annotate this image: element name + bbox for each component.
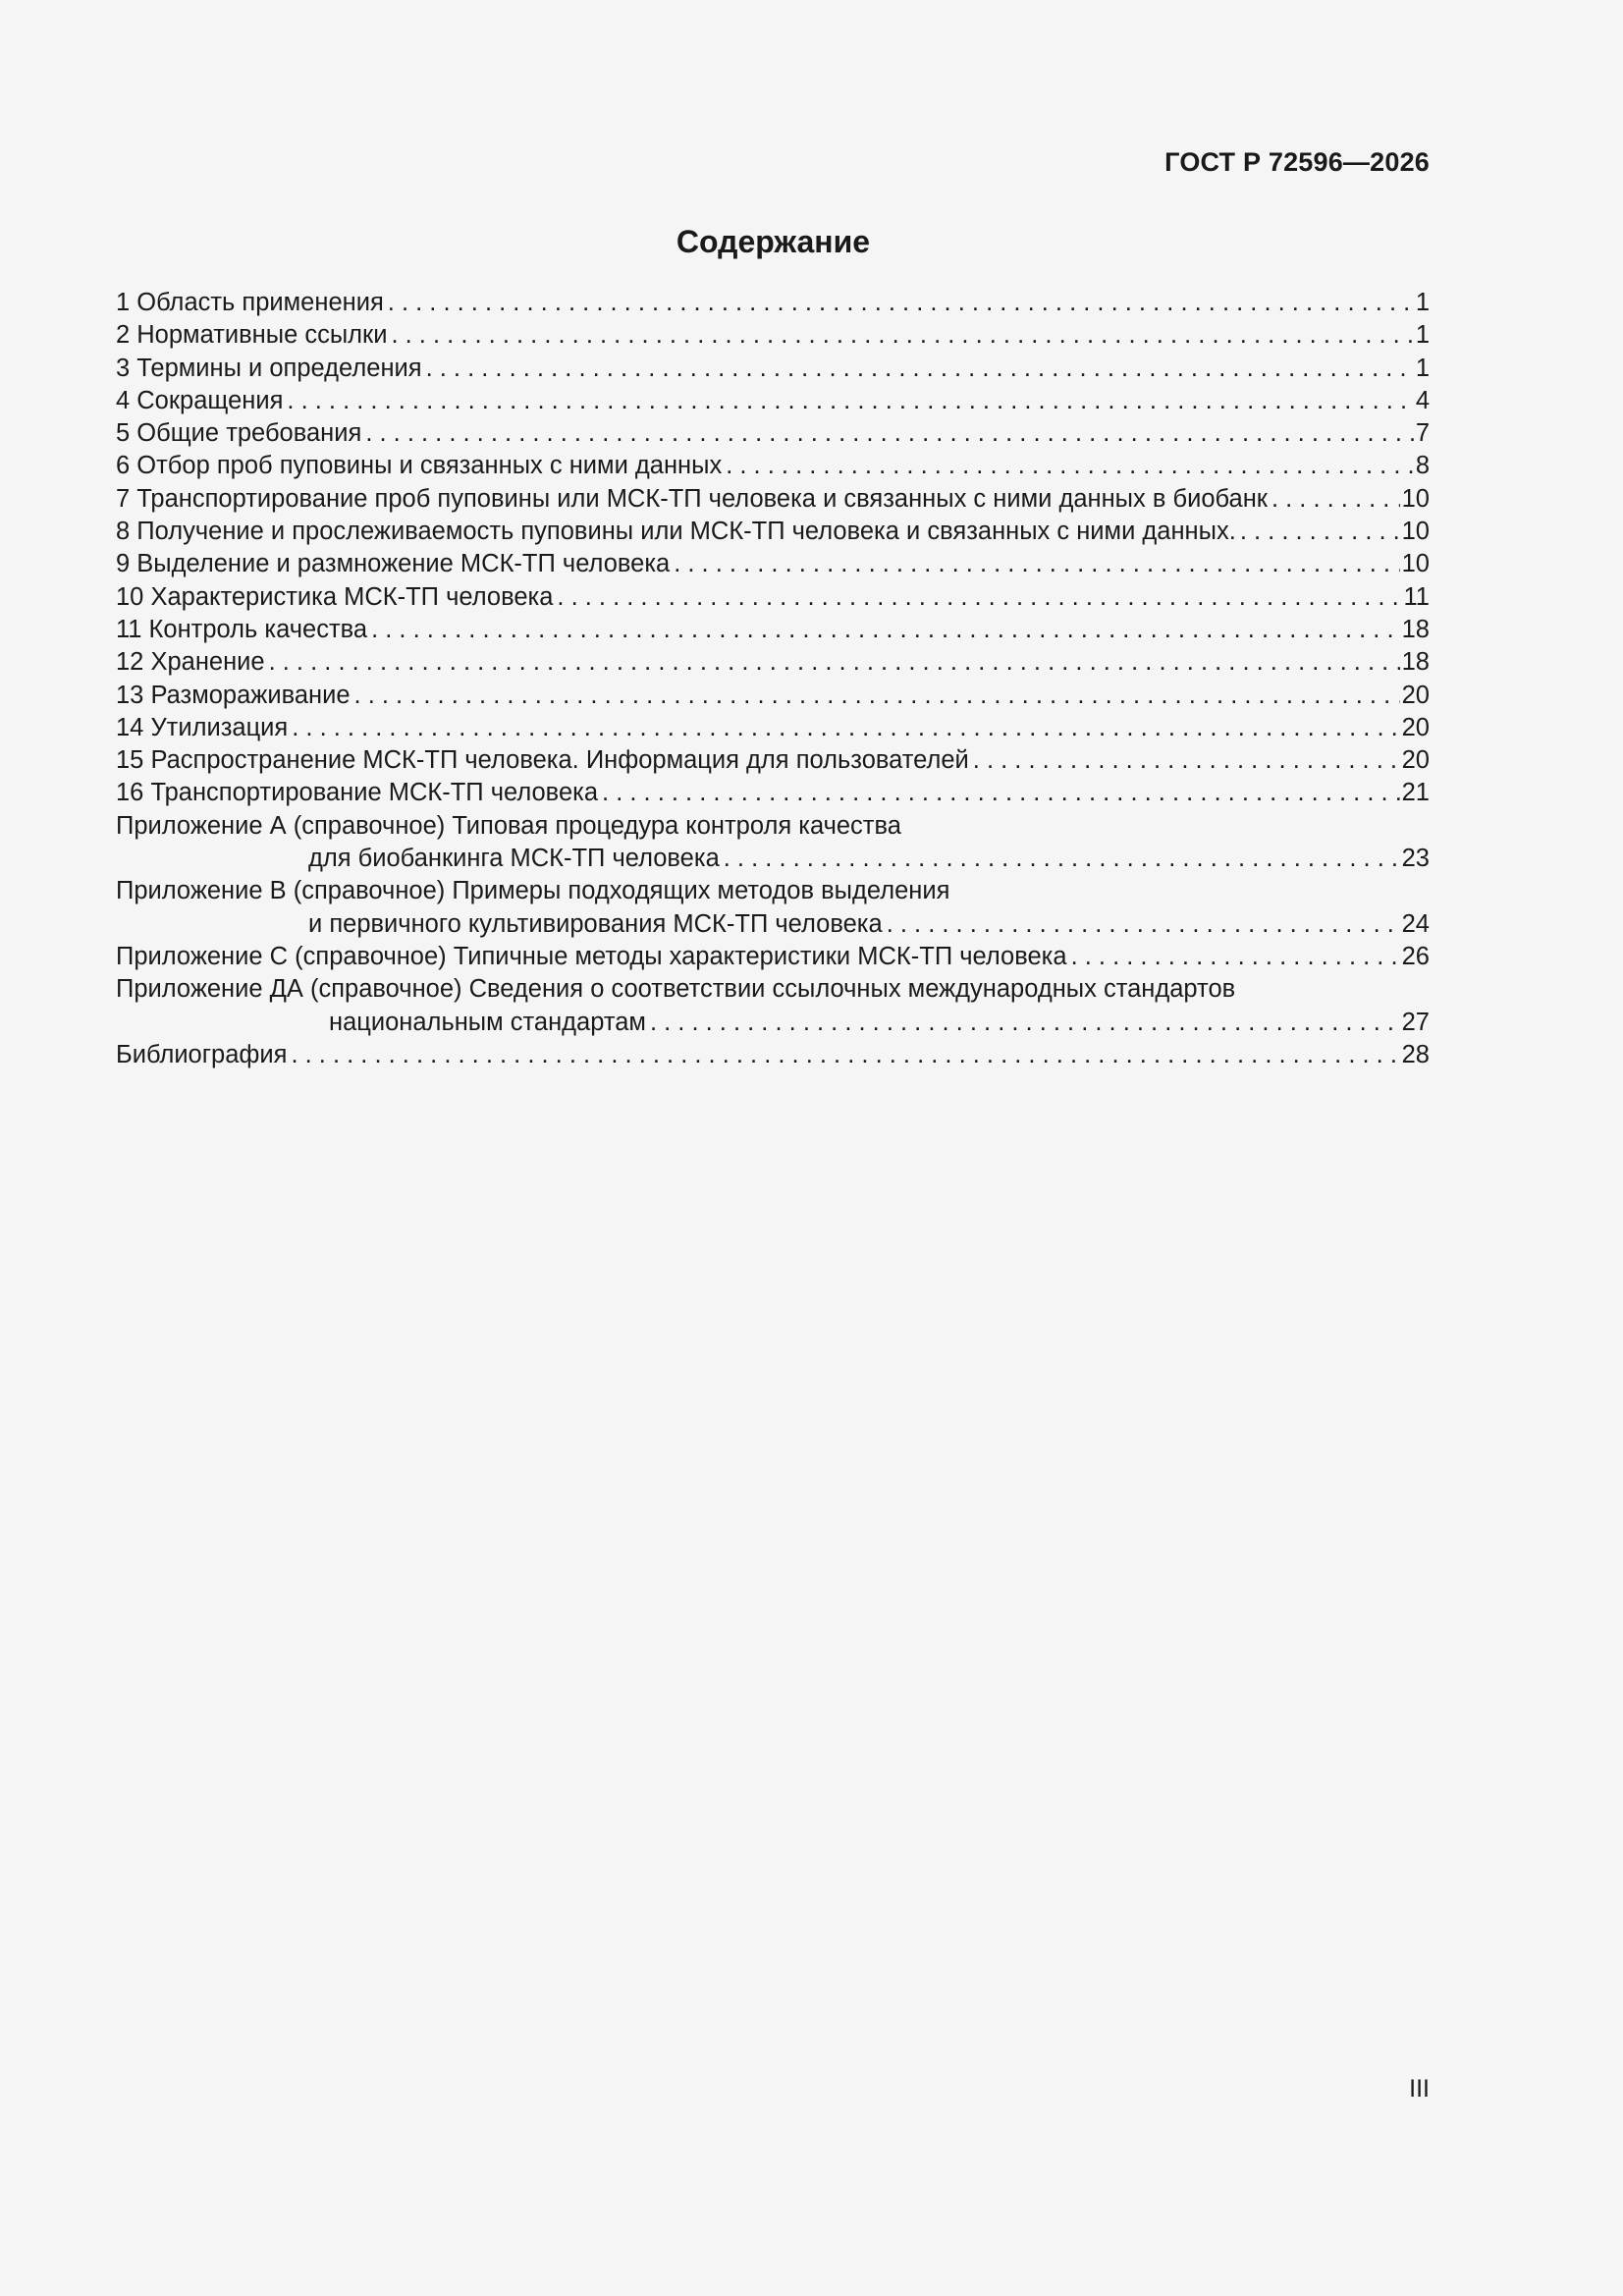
toc-entry[interactable] — [116, 646, 1430, 679]
toc-leader — [646, 1007, 1400, 1039]
toc-leader — [384, 287, 1414, 319]
toc-entry-page: 1 — [1415, 321, 1430, 350]
toc-entry-text: Приложение С (справочное) Типичные методы характеристики МСК-ТП человека — [116, 942, 1067, 970]
toc-entry-text: 11 Контроль качества — [116, 615, 368, 643]
toc-annex-da-heading[interactable] — [116, 973, 1430, 1006]
toc-entry[interactable] — [116, 287, 1430, 319]
toc-entry[interactable] — [116, 483, 1430, 516]
toc-leader — [1236, 516, 1400, 548]
toc-entry[interactable] — [116, 516, 1430, 548]
toc-leader — [387, 319, 1413, 352]
toc-entry[interactable] — [116, 385, 1430, 417]
page-number: III — [1409, 2075, 1430, 2103]
toc-entry-page: 10 — [1401, 484, 1430, 513]
toc-annex-da-continuation[interactable] — [116, 1007, 1430, 1039]
toc-entry-page: 21 — [1401, 779, 1430, 807]
toc-leader — [287, 1039, 1399, 1071]
toc-leader — [722, 450, 1414, 482]
toc-entry-text: 15 Распространение МСК-ТП человека. Информация для пользователей — [116, 746, 969, 775]
toc-entry-page: 4 — [1415, 386, 1430, 414]
table-of-contents — [116, 287, 1430, 1071]
toc-entry-page: 1 — [1415, 354, 1430, 382]
toc-leader — [351, 680, 1400, 712]
toc-entry-page: 24 — [1401, 909, 1430, 938]
toc-entry[interactable] — [116, 777, 1430, 809]
toc-entry-text: 13 Размораживание — [116, 681, 351, 709]
toc-entry[interactable] — [116, 581, 1430, 614]
toc-entry[interactable] — [116, 548, 1430, 580]
toc-leader — [720, 843, 1400, 875]
toc-annex-a-continuation[interactable] — [116, 843, 1430, 875]
toc-leader — [422, 353, 1414, 385]
toc-entry-page: 11 — [1403, 582, 1430, 611]
toc-entry-page: 1 — [1415, 289, 1430, 316]
toc-leader — [265, 646, 1400, 679]
toc-entry[interactable] — [116, 614, 1430, 646]
toc-entry-text: национальным стандартам — [329, 1008, 646, 1036]
toc-leader — [598, 777, 1400, 809]
toc-entry-page: 20 — [1401, 681, 1430, 709]
toc-leader — [553, 581, 1401, 614]
toc-entry-text: и первичного культивирования МСК-ТП человека — [308, 909, 883, 938]
toc-entry-text: 14 Утилизация — [116, 713, 289, 741]
toc-entry-page: 7 — [1415, 419, 1430, 448]
toc-entry[interactable] — [116, 680, 1430, 712]
toc-entry-text: для биобанкинга МСК-ТП человека — [308, 845, 720, 873]
toc-entry[interactable] — [116, 417, 1430, 450]
toc-annex-b-continuation[interactable] — [116, 908, 1430, 941]
toc-entry-page: 8 — [1415, 452, 1430, 480]
toc-entry-text: Приложение А (справочное) Типовая процедура контроля качества — [116, 811, 901, 840]
toc-bibliography[interactable] — [116, 1039, 1430, 1071]
toc-entry-text: 3 Термины и определения — [116, 354, 422, 382]
toc-entry-page: 18 — [1401, 615, 1430, 643]
toc-leader — [670, 548, 1399, 580]
toc-leader — [361, 417, 1413, 450]
toc-annex-b-heading[interactable] — [116, 875, 1430, 907]
toc-entry[interactable] — [116, 744, 1430, 777]
toc-entry-text: 2 Нормативные ссылки — [116, 321, 388, 350]
toc-entry-page: 23 — [1401, 845, 1430, 873]
toc-leader — [367, 614, 1400, 646]
toc-entry-text: 7 Транспортирование проб пуповины или МСК-ТП человека и связанных с ними данных в биобанк — [116, 484, 1268, 513]
toc-entry-text: 6 Отбор проб пуповины и связанных с ними данных — [116, 452, 723, 480]
toc-entry-page: 20 — [1401, 746, 1430, 775]
toc-entry-page: 27 — [1401, 1008, 1430, 1036]
toc-entry[interactable] — [116, 712, 1430, 744]
toc-leader — [283, 385, 1413, 417]
toc-entry[interactable] — [116, 353, 1430, 385]
toc-entry-page: 26 — [1401, 942, 1430, 970]
toc-entry-page: 20 — [1401, 713, 1430, 741]
toc-entry-page: 10 — [1401, 550, 1430, 578]
toc-entry-text: 12 Хранение — [116, 648, 265, 677]
toc-entry-text: 16 Транспортирование МСК-ТП человека — [116, 779, 599, 807]
toc-entry-text: 10 Характеристика МСК-ТП человека — [116, 582, 554, 611]
toc-entry-text: 5 Общие требования — [116, 419, 362, 448]
toc-entry-text: 8 Получение и прослеживаемость пуповины или МСК-ТП человека и связанных с ними данных. — [116, 518, 1236, 546]
toc-entry-page: 18 — [1401, 648, 1430, 677]
toc-entry-text: Приложение В (справочное) Примеры подходящих методов выделения — [116, 877, 950, 905]
document-code: ГОСТ Р 72596—2026 — [1164, 147, 1430, 177]
toc-leader — [1067, 941, 1400, 973]
toc-annex-a-heading[interactable] — [116, 810, 1430, 843]
toc-title: Содержание — [676, 224, 871, 259]
toc-leader — [969, 744, 1400, 777]
toc-annex-c[interactable] — [116, 941, 1430, 973]
toc-entry-text: 9 Выделение и размножение МСК-ТП человека — [116, 550, 671, 578]
toc-leader — [1268, 483, 1400, 516]
toc-leader — [288, 712, 1399, 744]
toc-entry-page: 28 — [1401, 1040, 1430, 1068]
toc-entry-text: Приложение ДА (справочное) Сведения о соответствии ссылочных международных стандартов — [116, 975, 1236, 1004]
toc-entry[interactable] — [116, 450, 1430, 482]
toc-leader — [883, 908, 1400, 941]
toc-entry-page: 10 — [1401, 518, 1430, 546]
toc-entry-text: Библиография — [116, 1040, 288, 1068]
toc-entry-text: 4 Сокращения — [116, 386, 284, 414]
toc-entry[interactable] — [116, 319, 1430, 352]
toc-entry-text: 1 Область применения — [116, 289, 384, 316]
